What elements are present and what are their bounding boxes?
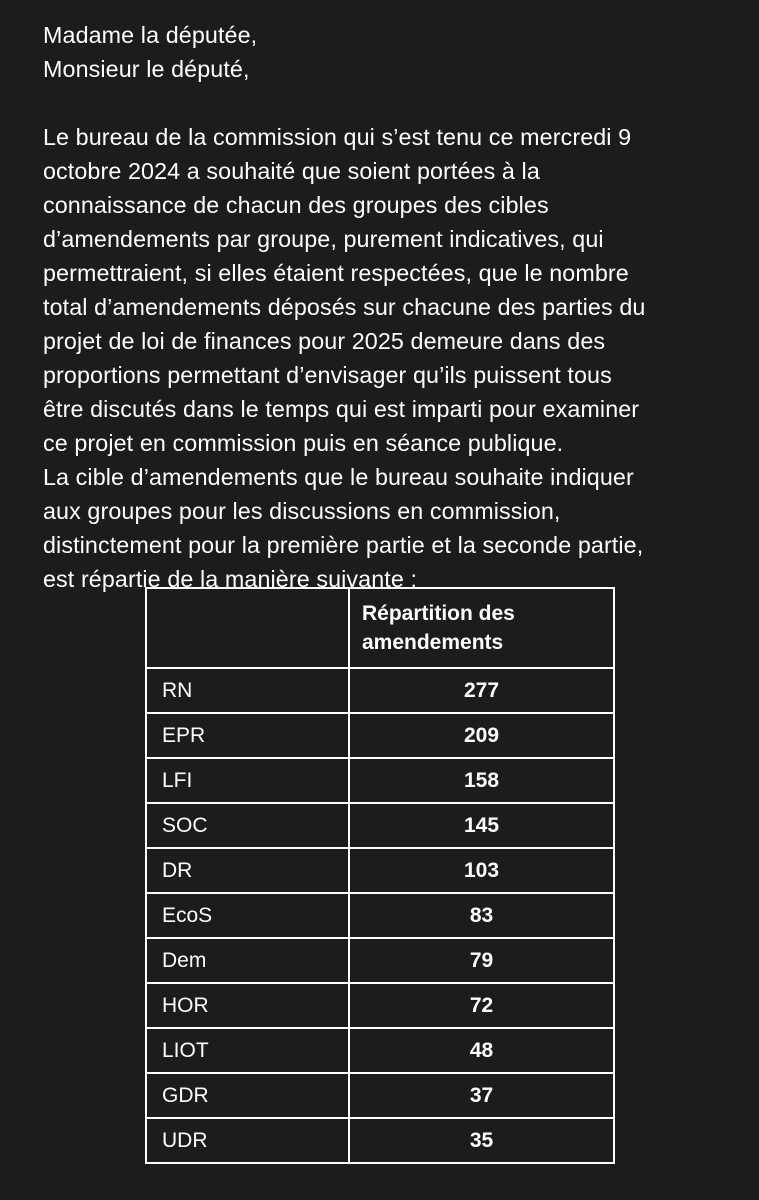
paragraph-spacer — [43, 86, 743, 120]
amendment-count-cell: 145 — [349, 803, 614, 848]
salutation-line: Monsieur le député, — [43, 56, 250, 82]
header-repartition-cell — [349, 588, 614, 668]
table-row — [146, 1073, 614, 1118]
group-name-cell: RN — [146, 668, 349, 713]
table-row — [146, 1118, 614, 1163]
amendment-count-cell: 209 — [349, 713, 614, 758]
table-row — [146, 668, 614, 713]
paragraph-line: proportions permettant d’envisager qu’ils puissent tous — [43, 362, 612, 388]
group-name-cell: EPR — [146, 713, 349, 758]
group-name-cell: Dem — [146, 938, 349, 983]
paragraph-line: octobre 2024 a souhaité que soient portées à la — [43, 158, 540, 184]
group-name-cell: UDR — [146, 1118, 349, 1163]
paragraph-line: connaissance de chacun des groupes des cibles — [43, 192, 549, 218]
group-name-cell: DR — [146, 848, 349, 893]
group-name-cell: GDR — [146, 1073, 349, 1118]
group-name-cell: LFI — [146, 758, 349, 803]
amendments-table — [145, 587, 615, 1164]
table-row — [146, 938, 614, 983]
paragraph-line: Le bureau de la commission qui s’est tenu ce mercredi 9 — [43, 124, 632, 150]
amendment-count-cell: 277 — [349, 668, 614, 713]
paragraph-line: distinctement pour la première partie et la seconde partie, — [43, 532, 644, 558]
group-name-cell: EcoS — [146, 893, 349, 938]
amendment-count-cell: 35 — [349, 1118, 614, 1163]
paragraph-line: aux groupes pour les discussions en commission, — [43, 498, 561, 524]
paragraph-line: La cible d’amendements que le bureau souhaite indiquer — [43, 464, 634, 490]
header-empty-cell — [146, 588, 349, 668]
amendment-count-cell: 48 — [349, 1028, 614, 1073]
paragraph-line: permettraient, si elles étaient respectées, que le nombre — [43, 260, 629, 286]
group-name-cell: SOC — [146, 803, 349, 848]
table-row — [146, 983, 614, 1028]
amendment-count-cell: 79 — [349, 938, 614, 983]
table-row — [146, 848, 614, 893]
amendment-count-cell: 37 — [349, 1073, 614, 1118]
table-header-row — [146, 588, 614, 668]
header-label-line2: amendements — [362, 631, 504, 654]
paragraph-line: ce projet en commission puis en séance publique. — [43, 430, 564, 456]
table-row — [146, 803, 614, 848]
paragraph-line: être discutés dans le temps qui est imparti pour examiner — [43, 396, 640, 422]
group-name-cell: HOR — [146, 983, 349, 1028]
amendment-count-cell: 72 — [349, 983, 614, 1028]
paragraph-line: est répartie de la manière suivante : — [43, 566, 418, 592]
table-row — [146, 713, 614, 758]
table-row — [146, 758, 614, 803]
amendment-count-cell: 158 — [349, 758, 614, 803]
table-row — [146, 1028, 614, 1073]
paragraph-line: total d’amendements déposés sur chacune des parties du — [43, 294, 646, 320]
amendment-count-cell: 83 — [349, 893, 614, 938]
amendment-count-cell: 103 — [349, 848, 614, 893]
table-row — [146, 893, 614, 938]
letter-body — [43, 18, 743, 596]
header-label-line1: Répartition des — [362, 602, 515, 625]
group-name-cell: LIOT — [146, 1028, 349, 1073]
paragraph-line: projet de loi de finances pour 2025 demeure dans des — [43, 328, 606, 354]
paragraph-line: d’amendements par groupe, purement indicatives, qui — [43, 226, 604, 252]
amendments-table-container — [145, 587, 613, 1164]
salutation-line: Madame la députée, — [43, 22, 258, 48]
